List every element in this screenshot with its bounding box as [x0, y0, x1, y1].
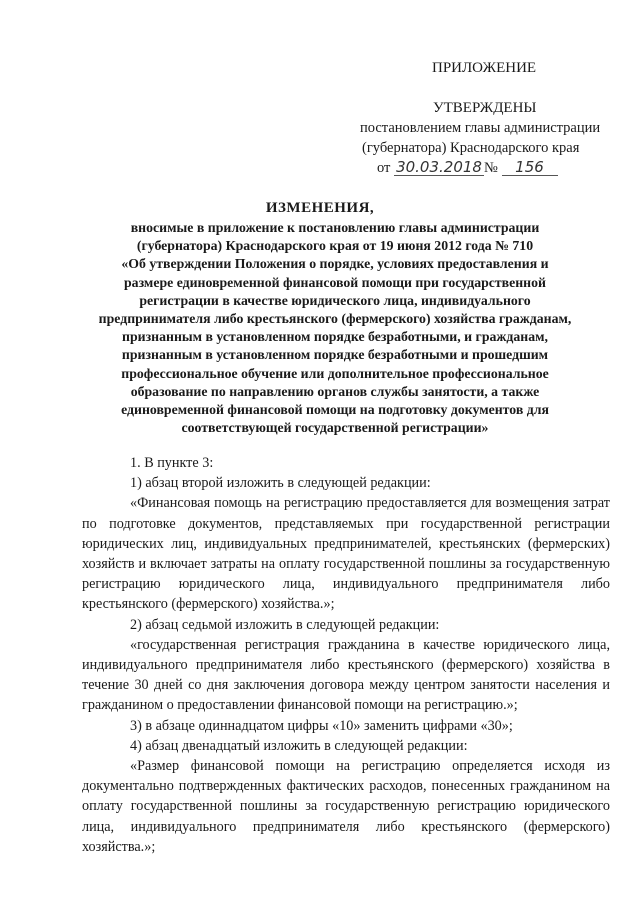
body-paragraph: 1. В пункте 3:: [130, 455, 214, 471]
body-paragraph: 2) абзац седьмой изложить в следующей редакции:: [130, 616, 440, 633]
body-paragraph: «Финансовая помощь на регистрацию предоставляется для возмещения затрат по подготовке документов, представляемых при государственной регистрации юридических лиц, индивидуальных предпринимателей, крестьянских (фермерских) хозяйств и включает затраты на оплату государственной пошлины за государственную регистрацию юридического лица, индивидуального предпринимателя либо крестьянского (фермерского) хозяйства.»;: [82, 495, 610, 613]
approved-label: УТВЕРЖДЕНЫ: [433, 100, 537, 116]
subtitle-line: признанным в установленном порядке безработными, и гражданам,: [122, 329, 548, 345]
subtitle-line: (губернатора) Краснодарского края от 19 июня 2012 года № 710: [136, 238, 534, 254]
subtitle-line: вносимые в приложение к постановлению главы администрации: [130, 220, 540, 235]
appendix-label: ПРИЛОЖЕНИЕ: [432, 60, 537, 76]
number-prefix: №: [484, 160, 498, 176]
date-prefix: от: [377, 160, 391, 176]
document-title: ИЗМЕНЕНИЯ,: [265, 200, 375, 216]
handwritten-number: 156: [502, 159, 558, 176]
document-body: [82, 453, 610, 857]
subtitle-line: размере единовременной финансовой помощи при государственной: [124, 274, 546, 290]
subtitle-line: признанным в установленном порядке безработными и прошедшим: [121, 347, 549, 363]
subtitle-line: предпринимателя либо крестьянского (фермерского) хозяйства гражданам,: [98, 311, 572, 327]
body-paragraph: «государственная регистрация гражданина в качестве юридического лица, индивидуального предпринимателя либо крестьянского (фермерского) хозяйства в течение 30 дней со дня заключения договора между центром занятости населения и гражданином о предоставлении финансовой помощи на регистрацию.»;: [82, 636, 610, 714]
document-subtitle: [60, 219, 610, 437]
subtitle-line: «Об утверждении Положения о порядке, условиях предоставления и: [121, 256, 549, 272]
body-paragraph: 4) абзац двенадцатый изложить в следующей редакции:: [130, 737, 468, 754]
body-paragraph: 3) в абзаце одиннадцатом цифры «10» заменить цифрами «30»;: [130, 717, 513, 734]
approval-line-2: (губернатора) Краснодарского края: [362, 140, 580, 156]
approval-line-1: постановлением главы администрации: [360, 120, 601, 136]
body-paragraph: 1) абзац второй изложить в следующей редакции:: [130, 475, 431, 492]
approval-block: [330, 98, 622, 178]
subtitle-line: регистрации в качестве юридического лица, индивидуального: [139, 292, 531, 308]
subtitle-line: профессиональное обучение или дополнительное профессиональное: [121, 365, 549, 381]
subtitle-line: образование по направлению органов службы занятости, а также: [130, 383, 540, 399]
subtitle-line: единовременной финансовой помощи на подготовку документов для: [121, 402, 549, 418]
handwritten-date: 30.03.2018: [394, 159, 484, 176]
subtitle-line: соответствующей государственной регистрации»: [181, 420, 489, 436]
approval-date-line: [330, 158, 622, 178]
body-paragraph: «Размер финансовой помощи на регистрацию определяется исходя из документально подтвержденных фактических расходов, понесенных гражданином на оплату государственной пошлины за государственную регистрацию юридического лица, индивидуального предпринимателя либо крестьянского (фермерского) хозяйства.»;: [82, 758, 610, 855]
